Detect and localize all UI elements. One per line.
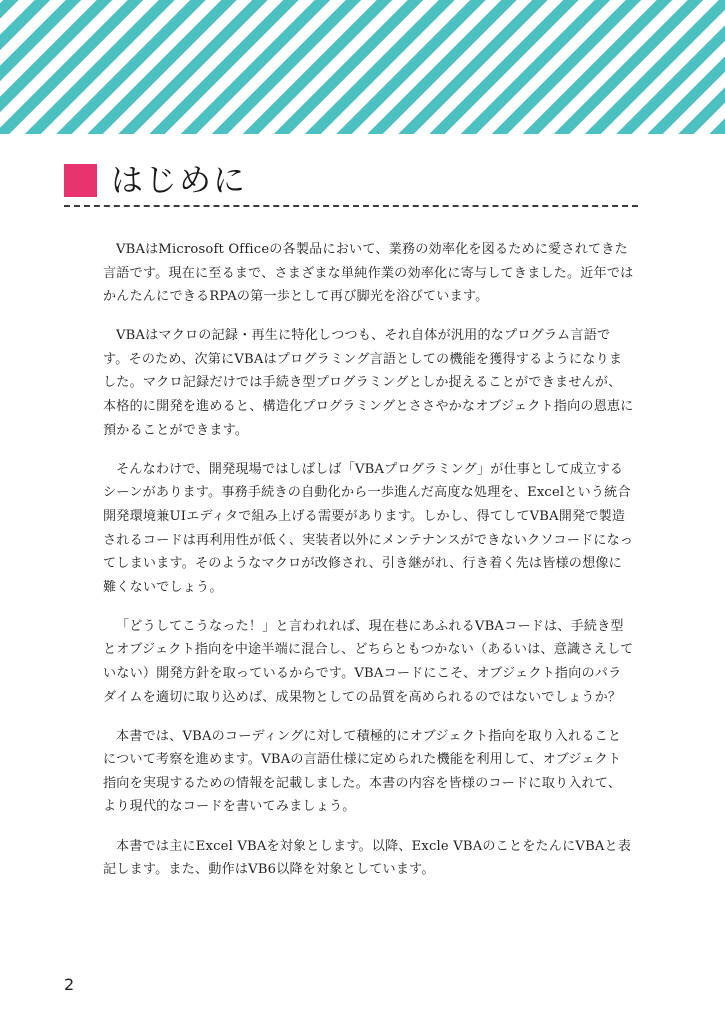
paragraph-macro-recording: VBAはマクロの記録・再生に特化しつつも、それ自体が汎用的なプログラム言語です。そのため、次第にVBAはプログラミング言語としての機能を獲得するようになりました。マクロ記録だけでは手続き型プログラミングとしか捉えることができませんが、本格的に開発を進めると、構造化プログラミングとささやかなオブジェクト指向の恩恵に預かることができます。 bbox=[103, 328, 634, 438]
paragraph-book-purpose: 本書では、VBAのコーディングに対して積極的にオブジェクト指向を取り入れることについて考察を進めます。VBAの言語仕様に定められた機能を利用して、オブジェクト指向を実現するための情報を記載しました。本書の内容を皆様のコードに取り入れて、より現代的なコードを書いてみましょう。 bbox=[103, 728, 622, 815]
page-number: 2 bbox=[64, 975, 75, 994]
body-text bbox=[103, 238, 634, 897]
page-title: はじめに bbox=[111, 161, 248, 199]
paragraph-development-scene: そんなわけで、開発現場ではしばしば「VBAプログラミング」が仕事として成立するシーンがあります。事務手続きの自動化から一歩進んだ高度な処理を、Excelという統合開発環境兼UIエディタで組み上げる需要があります。しかし、得てしてVBA開発で製造されるコードは再利用性が低く、実装者以外にメンテナンスができないクソコードになってしまいます。そのようなマクロが改修され、引き継がれ、行き着く先は皆様の想像に難くないでしょう。 bbox=[103, 461, 634, 595]
paragraph-intro: VBAはMicrosoft Officeの各製品において、業務の効率化を図るために愛されてきた言語です。現在に至るまで、さまざまな単純作業の効率化に寄与してきました。近年ではかんたんにできるRPAの第一歩として再び脚光を浴びています。 bbox=[103, 242, 634, 305]
section-heading bbox=[64, 158, 247, 202]
paragraph-why-this-happened: 「どうしてこうなった！」と言われれば、現在巷にあふれるVBAコードは、手続き型とオブジェクト指向を中途半端に混合し、どちらともつかない（あるいは、意識さえしていない）開発方針を取っているからです。VBAコードにこそ、オブジェクト指向のパラダイムを適切に取り込めば、成果物としての品質を高められるのではないでしょうか？ bbox=[103, 618, 634, 705]
decorative-stripe-band bbox=[0, 0, 725, 134]
heading-dashed-divider bbox=[64, 205, 638, 207]
paragraph-scope: 本書では主にExcel VBAを対象とします。以降、Excle VBAのことをたんにVBAと表記します。また、動作はVB6以降を対象としています。 bbox=[103, 838, 632, 878]
heading-marker-square bbox=[64, 164, 97, 197]
